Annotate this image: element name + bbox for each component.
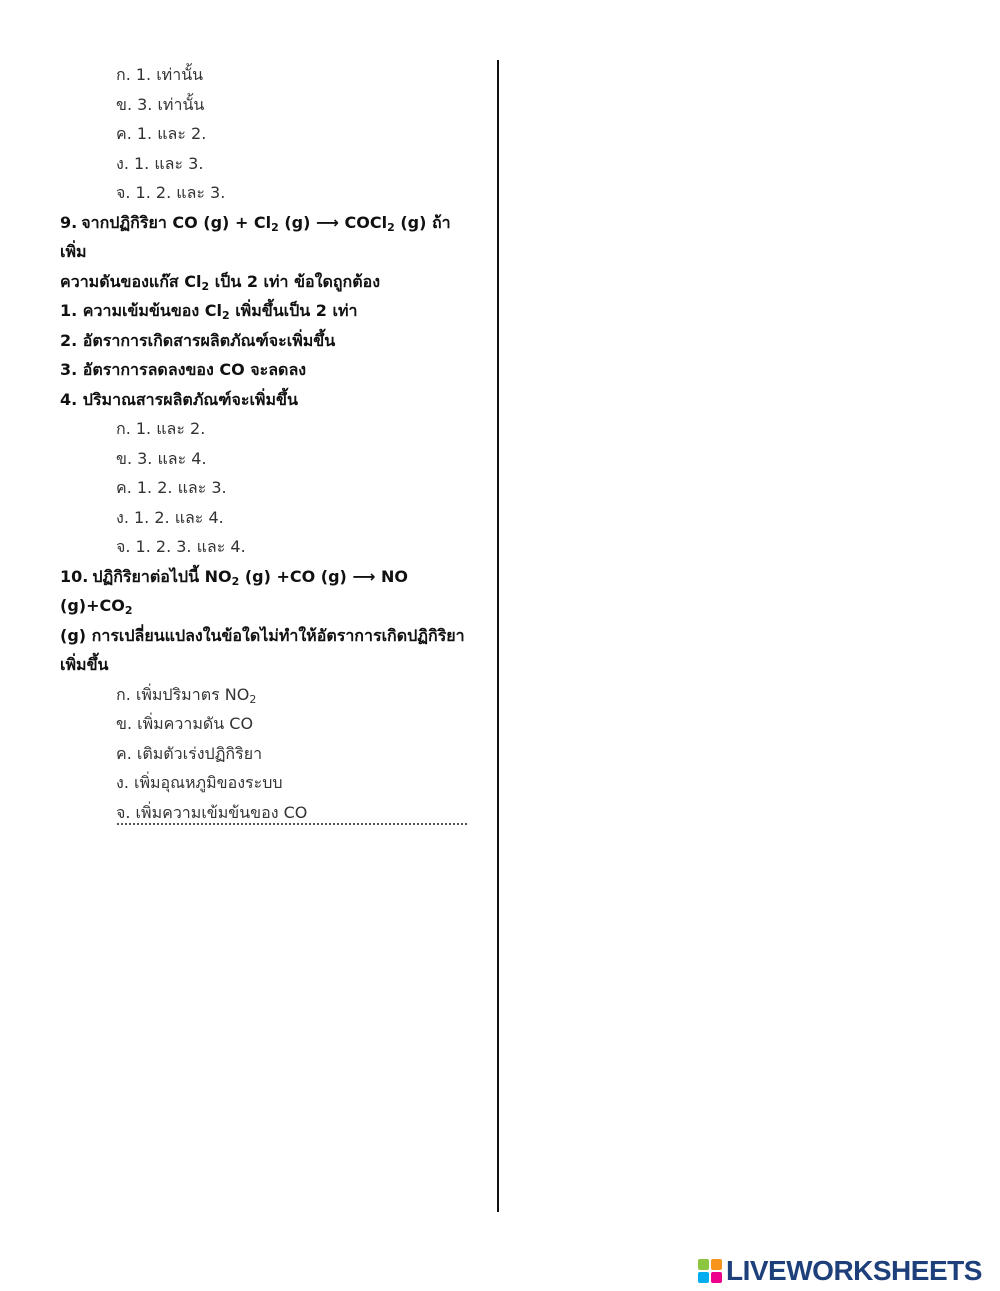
q9-option-3: ค. 1. 2. และ 3. xyxy=(116,478,227,497)
q9-statement-3: 3. อัตราการลดลงของ CO จะลดลง xyxy=(60,360,307,379)
q9-statement-2: 2. อัตราการเกิดสารผลิตภัณฑ์จะเพิ่มขึ้น xyxy=(60,330,336,350)
q9-sub: 2 xyxy=(387,220,395,234)
q9-statement-1: 1. ความเข้มข้นของ $Cl_2$ เพิ่มขึ้นเป็น 2 เท่า xyxy=(60,301,358,322)
q9-line1-part: (g) ⟶ COCl xyxy=(278,212,388,232)
q10-option-5: จ. เพิ่มความเข้มข้นของ CO xyxy=(116,802,308,822)
q9-option-4: ง. 1. 2. และ 4. xyxy=(116,507,224,527)
q9-line2-part: เป็น 2 เท่า ข้อใดถูกต้อง xyxy=(209,271,381,291)
prev-option-3: ค. 1. และ 2. xyxy=(116,124,207,143)
prev-option-1: ก. 1. เท่านั้น xyxy=(116,65,204,84)
question-9-number: 9. xyxy=(60,212,78,232)
q9-option-5: จ. 1. 2. 3. และ 4. xyxy=(116,537,246,556)
question-9-text xyxy=(60,208,475,297)
logo-icon xyxy=(698,1259,722,1283)
q9-option-2: ข. 3. และ 4. xyxy=(116,448,207,468)
logo-square xyxy=(698,1259,709,1270)
liveworksheets-logo xyxy=(698,1256,982,1286)
question-10-text xyxy=(60,562,475,680)
question-10-number: 10. xyxy=(60,566,89,586)
q10-option-1: ก. เพิ่มปริมาตร $NO_2$ xyxy=(116,684,257,706)
q10-option-4: ง. เพิ่มอุณหภูมิของระบบ xyxy=(116,773,283,792)
prev-option-5: จ. 1. 2. และ 3. xyxy=(116,183,226,202)
q10-line3: เพิ่มขึ้น xyxy=(60,655,109,674)
q9-line1-part: จากปฏิกิริยา CO (g) + Cl xyxy=(81,212,272,232)
q10-option-2: ข. เพิ่มความดัน CO xyxy=(116,714,254,733)
logo-text: LIVEWORKSHEETS xyxy=(726,1255,982,1286)
logo-square xyxy=(711,1259,722,1270)
answer-dotted-line[interactable] xyxy=(117,809,467,825)
q10-option-3: ค. เติมตัวเร่งปฏิกิริยา xyxy=(116,743,263,763)
q9-sub: 2 xyxy=(201,279,210,293)
prev-option-4: ง. 1. และ 3. xyxy=(116,153,204,173)
left-column xyxy=(60,60,475,827)
q9-statement-4: 4. ปริมาณสารผลิตภัณฑ์จะเพิ่มขึ้น xyxy=(60,389,298,409)
q10-sub: 2 xyxy=(231,574,240,588)
q10-line2: (g) การเปลี่ยนแปลงในข้อใดไม่ทำให้อัตราการเกิดปฏิกิริยา xyxy=(60,625,465,645)
q9-sub: 2 xyxy=(271,220,279,234)
q10-line1-part: (g) +CO (g) ⟶ NO (g)+CO xyxy=(60,566,408,615)
logo-square xyxy=(698,1272,709,1283)
q9-line2-part: ความดันของแก๊ส Cl xyxy=(60,271,202,291)
q9-line1-part: (g) ถ้าเพิ่ม xyxy=(60,212,451,261)
logo-square xyxy=(711,1272,722,1283)
q10-sub: 2 xyxy=(124,604,133,617)
prev-option-2: ข. 3. เท่านั้น xyxy=(116,94,205,114)
q10-line1-part: ปฏิกิริยาต่อไปนี้ NO xyxy=(92,566,232,586)
column-divider xyxy=(497,60,499,1212)
q9-option-1: ก. 1. และ 2. xyxy=(116,419,206,438)
